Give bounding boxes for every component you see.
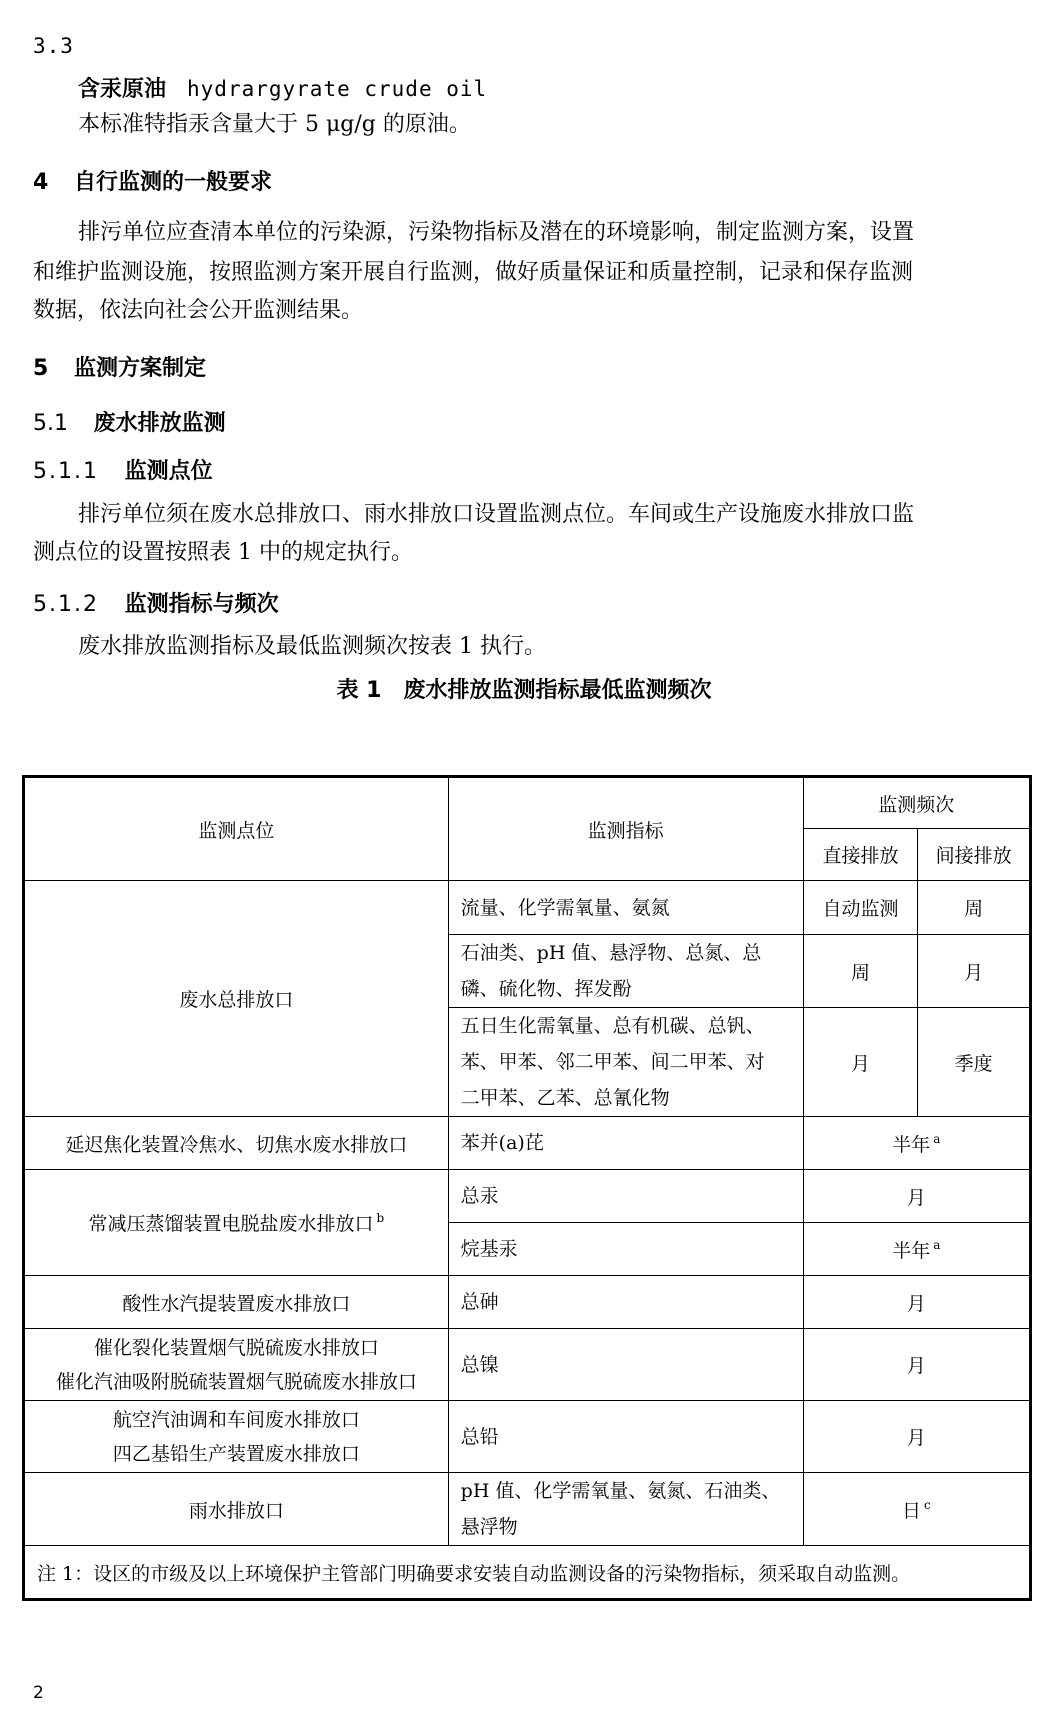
cell-direct: 周 [803, 935, 918, 1008]
cell-point-desalting: 常减压蒸馏装置电脱盐废水排放口 $^b$ [24, 1170, 449, 1276]
section-4-line-3: 数据，依法向社会公开监测结果。 [33, 298, 364, 323]
table-row [24, 881, 1031, 935]
section-5-title: 监测方案制定 [73, 356, 206, 381]
section-5-1-2-heading [33, 587, 279, 618]
cell-frequency: 月 [803, 1401, 1030, 1473]
cell-point-sour-water: 酸性水汽提装置废水排放口 [24, 1276, 449, 1329]
cell-frequency: 日 $^c$ [803, 1473, 1030, 1546]
table-row [24, 1170, 1031, 1223]
cell-indicator: pH 值、化学需氧量、氨氮、石油类、 悬浮物 [448, 1473, 803, 1546]
cell-frequency: 月 [803, 1329, 1030, 1401]
header-indicator: 监测指标 [448, 777, 803, 881]
cell-indicator: 总铅 [448, 1401, 803, 1473]
table-row [24, 1276, 1031, 1329]
cell-indicator: 总镍 [448, 1329, 803, 1401]
monitoring-table [22, 775, 1032, 1601]
cell-point-coking: 延迟焦化装置冷焦水、切焦水废水排放口 [24, 1117, 449, 1170]
cell-frequency: 半年 $^a$ [803, 1117, 1030, 1170]
cell-frequency: 月 [803, 1170, 1030, 1223]
cell-indirect: 月 [918, 935, 1031, 1008]
table-caption: 表 1 废水排放监测指标最低监测频次 [336, 678, 712, 703]
page-number: 2 [33, 1683, 44, 1703]
section-5-1-2-number: 5.1.2 [33, 592, 99, 617]
section-5-1-1-heading [33, 454, 213, 485]
section-3-3-number: 3.3 [33, 34, 74, 58]
cell-indicator: 烷基汞 [448, 1223, 803, 1276]
section-5-number: 5 [33, 356, 49, 381]
cell-indirect: 周 [918, 881, 1031, 935]
cell-frequency: 月 [803, 1276, 1030, 1329]
cell-indirect: 季度 [918, 1008, 1031, 1117]
header-frequency: 监测频次 [803, 777, 1030, 829]
cell-indicator: 五日生化需氧量、总有机碳、总钒、 苯、甲苯、邻二甲苯、间二甲苯、对 二甲苯、乙苯、总氰化物 [448, 1008, 803, 1117]
cell-direct: 月 [803, 1008, 918, 1117]
section-5-1-2-title: 监测指标与频次 [124, 592, 279, 617]
header-direct: 直接排放 [803, 829, 918, 881]
term-english: hydrargyrate crude oil [187, 77, 488, 101]
section-5-1-2-text: 废水排放监测指标及最低监测频次按表 1 执行。 [78, 634, 546, 659]
cell-indicator: 石油类、pH 值、悬浮物、总氮、总 磷、硫化物、挥发酚 [448, 935, 803, 1008]
term-definition: 本标准特指汞含量大于 5 μg/g 的原油。 [78, 112, 471, 137]
cell-frequency: 半年 $^a$ [803, 1223, 1030, 1276]
cell-direct: 自动监测 [803, 881, 918, 935]
table-row [24, 1473, 1031, 1546]
header-indirect: 间接排放 [918, 829, 1031, 881]
table-header-row [24, 777, 1031, 829]
section-4-number: 4 [33, 170, 49, 195]
cell-point-main-outlet: 废水总排放口 [24, 881, 449, 1117]
section-5-1-1-title: 监测点位 [124, 459, 213, 484]
cell-indicator: 苯并(a)芘 [448, 1117, 803, 1170]
header-point: 监测点位 [24, 777, 449, 881]
section-5-1-1-line-1: 排污单位须在废水总排放口、雨水排放口设置监测点位。车间或生产设施废水排放口监 [78, 502, 915, 527]
table-note-row [24, 1546, 1031, 1600]
cell-indicator: 总汞 [448, 1170, 803, 1223]
cell-point-rain: 雨水排放口 [24, 1473, 449, 1546]
section-5-1-title: 废水排放监测 [93, 411, 226, 436]
table-row [24, 1401, 1031, 1473]
term-heading [78, 72, 487, 103]
section-5-1-number: 5.1 [33, 411, 68, 436]
cell-point-fcc: 催化裂化装置烟气脱硫废水排放口 催化汽油吸附脱硫装置烟气脱硫废水排放口 [24, 1329, 449, 1401]
cell-indicator: 流量、化学需氧量、氨氮 [448, 881, 803, 935]
section-4-line-2: 和维护监测设施，按照监测方案开展自行监测，做好质量保证和质量控制，记录和保存监测 [33, 260, 914, 285]
cell-point-aviation: 航空汽油调和车间废水排放口 四乙基铅生产装置废水排放口 [24, 1401, 449, 1473]
section-5-1-heading [33, 406, 226, 437]
cell-indicator: 总砷 [448, 1276, 803, 1329]
section-5-1-1-number: 5.1.1 [33, 459, 99, 484]
table-note: 注 1：设区的市级及以上环境保护主管部门明确要求安装自动监测设备的污染物指标，须采取自动监测。 [24, 1546, 1031, 1600]
section-5-heading [33, 351, 206, 382]
table-row [24, 1329, 1031, 1401]
section-4-heading [33, 165, 272, 196]
section-5-1-1-line-2: 测点位的设置按照表 1 中的规定执行。 [33, 540, 413, 565]
term-chinese: 含汞原油 [78, 77, 167, 102]
section-4-line-1: 排污单位应查清本单位的污染源，污染物指标及潜在的环境影响，制定监测方案，设置 [78, 220, 915, 245]
table-row [24, 1117, 1031, 1170]
section-4-title: 自行监测的一般要求 [73, 170, 272, 195]
